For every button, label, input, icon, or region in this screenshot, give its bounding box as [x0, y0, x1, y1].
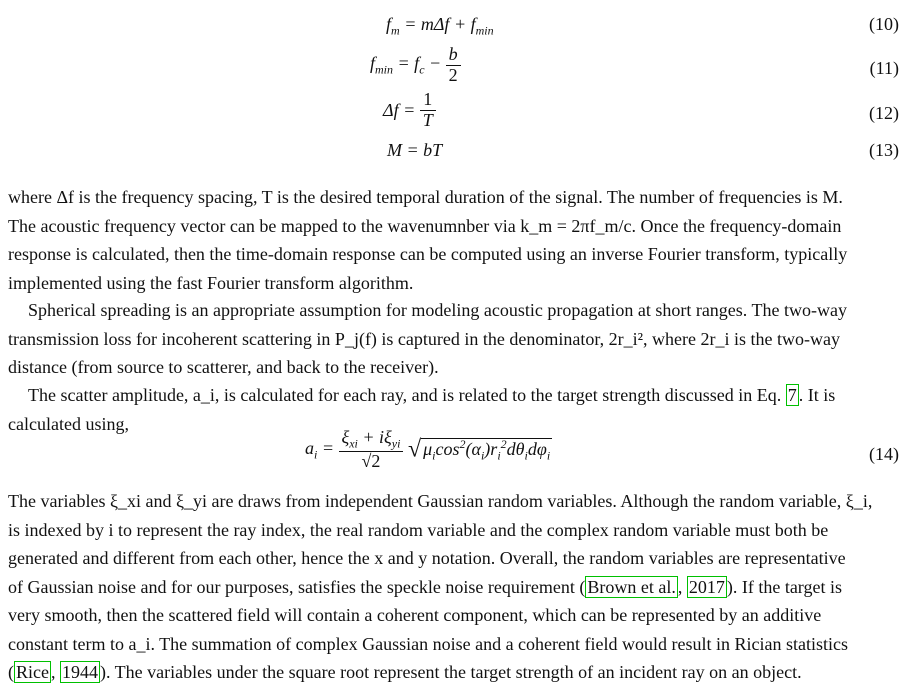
text-line: The acoustic frequency vector can be mapped to the wavenumnber via k_m = 2πf_m/c. Once the frequency-domain — [8, 215, 842, 236]
equation-number: (11) — [869, 58, 899, 78]
text-line: implemented using the fast Fourier transform algorithm. — [8, 272, 414, 293]
text-line: is indexed by i to represent the ray index, the real random variable and the complex random variable must both be — [8, 519, 829, 540]
text-line: where Δf is the frequency spacing, T is the desired temporal duration of the signal. The number of frequencies is M. — [8, 187, 843, 207]
citation-link-author[interactable]: Brown et al. — [587, 576, 676, 597]
text-line: constant term to a_i. The summation of complex Gaussian noise and a coherent field would result in Rician statistics — [8, 633, 848, 654]
text-line: Spherical spreading is an appropriate assumption for modeling acoustic propagation at short ranges. The two-way — [28, 300, 847, 320]
text-line: very smooth, then the scattered field will contain a coherent component, which can be represented by an additive — [8, 605, 822, 625]
text-line: response is calculated, then the time-domain response can be computed using an inverse Fourier transform, typically — [8, 244, 848, 264]
text-line: distance (from source to scatterer, and back to the receiver). — [8, 357, 439, 377]
citation-link-author[interactable]: Rice — [16, 662, 49, 682]
text-line — [8, 658, 900, 687]
equation-14-body: $a_i$ = $\frac{\xi_{xi} + i\xi_{yi}}{√2}$ √ $\mu_i\cos^2(\alpha_i)r_i^2d\theta_id\varphi_i$ — [305, 427, 551, 471]
equation-13-body: M = bT — [387, 140, 443, 160]
text-span: , — [677, 576, 687, 597]
equation-10-body: $f_m = m\Delta f + f_{min}$ — [386, 14, 494, 38]
paragraph-4 — [8, 487, 900, 687]
text-line: generated and different from each other, hence the x and y notation. Overall, the random variables are representative — [8, 548, 846, 568]
text-line: The variables ξ_xi and ξ_yi are draws from independent Gaussian random variables. Although the random variable, ξ_i, — [8, 491, 873, 511]
equation-number: (14) — [869, 444, 899, 464]
text-line: transmission loss for incoherent scattering in P_j(f) is captured in the denominator, 2r_i², where 2r_i is the two-way — [8, 328, 840, 349]
text-line: calculated using, — [8, 413, 129, 434]
text-line — [8, 381, 900, 410]
citation-link-year[interactable]: 1944 — [62, 662, 98, 682]
text-span: ). The variables under the square root represent the target strength of an incident ray on an object. — [100, 662, 802, 682]
text-span: The scatter amplitude, a_i, is calculated for each ray, and is related to the target strength discussed in Eq. — [28, 385, 782, 405]
text-span: of Gaussian noise and for our purposes, satisfies the speckle noise requirement ( — [8, 576, 586, 597]
paragraph-2 — [8, 296, 900, 382]
equation-reference-link[interactable]: 7 — [787, 385, 797, 405]
citation-link-year[interactable]: 2017 — [688, 576, 725, 597]
text-span: . It is — [798, 385, 836, 405]
text-span: , — [51, 662, 60, 682]
text-span: ). If the target is — [726, 576, 842, 597]
text-line — [8, 573, 900, 602]
text-span: ( — [8, 662, 14, 682]
equation-number: (12) — [869, 103, 899, 123]
paragraph-1 — [8, 183, 900, 297]
equation-12-body: Δf = $\frac{1}{T}$ — [383, 90, 436, 131]
equation-number: (13) — [869, 140, 899, 160]
equation-number: (10) — [869, 14, 899, 34]
equation-11-body: $f_{min} = f_c$ − $\frac{b}{2}$ — [370, 45, 461, 86]
